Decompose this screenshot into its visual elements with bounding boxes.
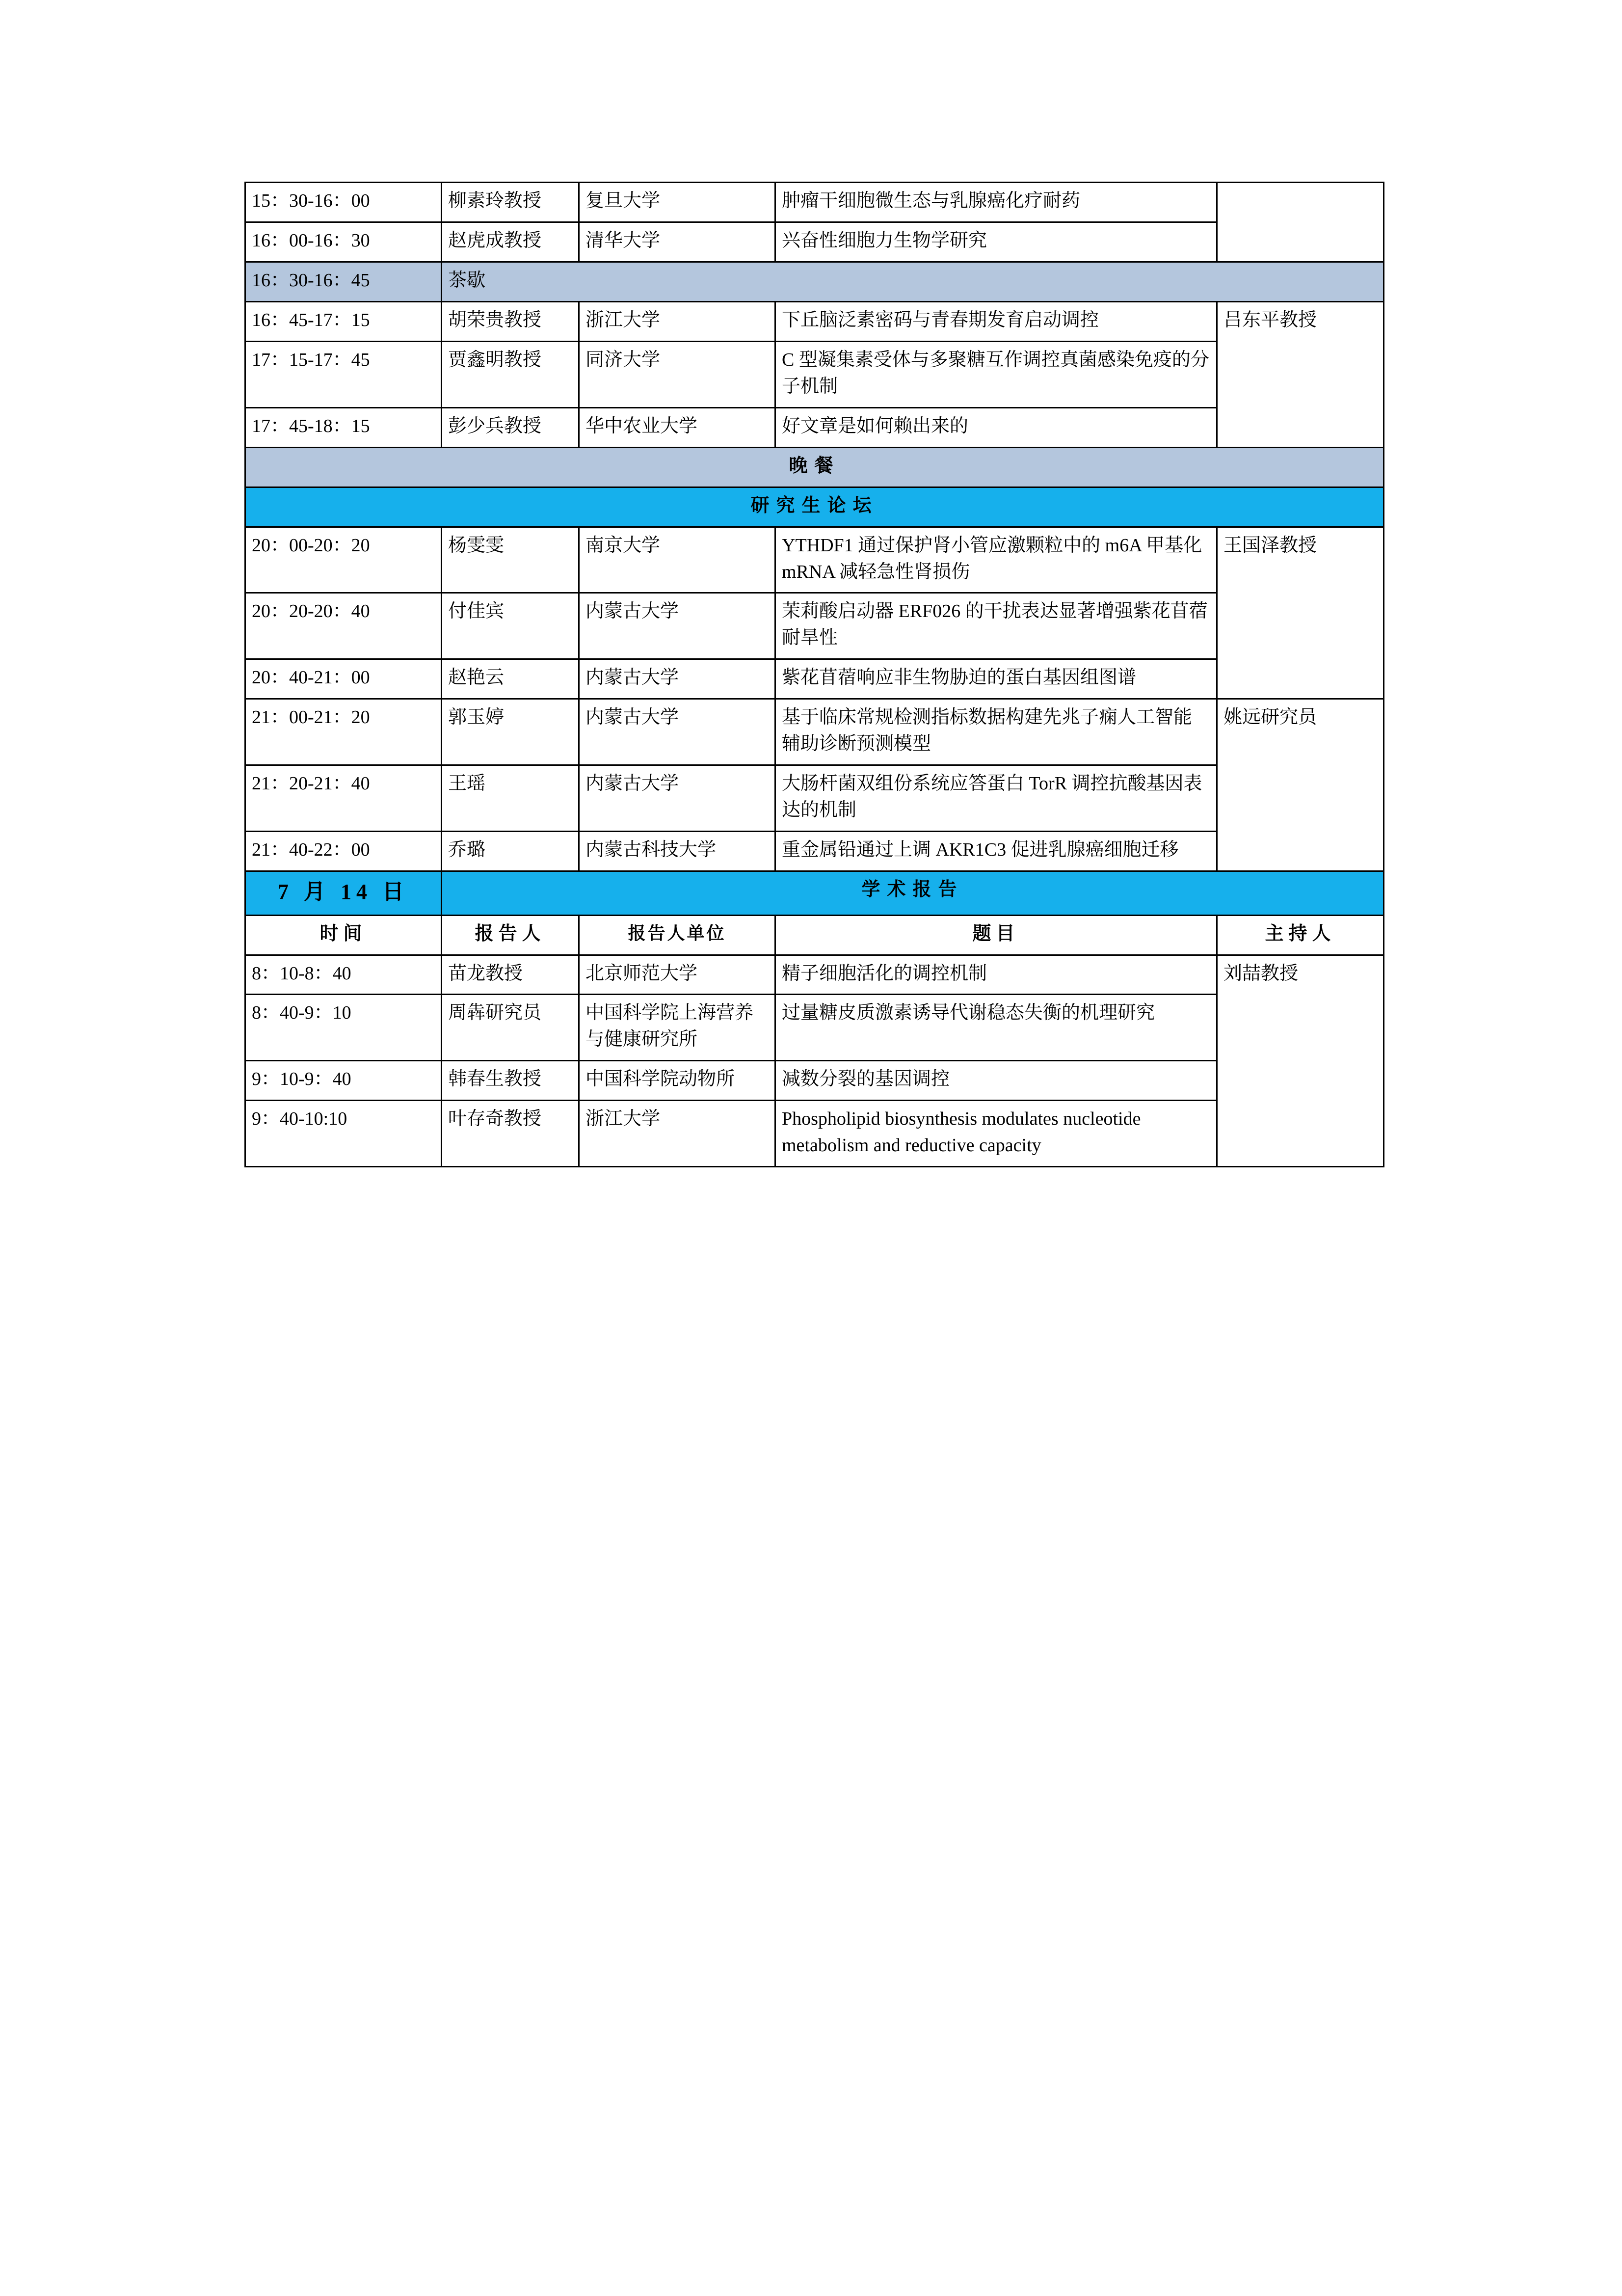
table-row — [245, 593, 1384, 659]
cell-topic: 基于临床常规检测指标数据构建先兆子痫人工智能辅助诊断预测模型 — [775, 699, 1217, 765]
cell-speaker: 贾鑫明教授 — [442, 341, 579, 407]
cell-time: 21：40-22：00 — [245, 832, 442, 871]
cell-affiliation: 北京师范大学 — [579, 955, 775, 995]
cell-host — [1217, 183, 1384, 222]
cell-host — [1217, 222, 1384, 262]
cell-topic: 紫花苜蓿响应非生物胁迫的蛋白基因组图谱 — [775, 659, 1217, 699]
cell-topic: 大肠杆菌双组份系统应答蛋白 TorR 调控抗酸基因表达的机制 — [775, 765, 1217, 832]
cell-host: 吕东平教授 — [1217, 301, 1384, 341]
cell-affiliation: 内蒙古科技大学 — [579, 832, 775, 871]
table-row — [245, 955, 1384, 995]
cell-host: 姚远研究员 — [1217, 699, 1384, 765]
cell-time: 20：20-20：40 — [245, 593, 442, 659]
cell-topic: 茉莉酸启动器 ERF026 的干扰表达显著增强紫花苜蓿耐旱性 — [775, 593, 1217, 659]
cell-affiliation: 内蒙古大学 — [579, 765, 775, 832]
cell-affiliation: 中国科学院动物所 — [579, 1061, 775, 1101]
cell-topic: C 型凝集素受体与多聚糖互作调控真菌感染免疫的分子机制 — [775, 341, 1217, 407]
cell-time: 17：45-18：15 — [245, 407, 442, 447]
cell-host — [1217, 593, 1384, 659]
cell-time: 9：10-9：40 — [245, 1061, 442, 1101]
table-row — [245, 995, 1384, 1061]
table-row — [245, 183, 1384, 222]
cell-time: 9：40-10:10 — [245, 1101, 442, 1167]
dinner-label: 晚餐 — [245, 447, 1384, 487]
cell-speaker: 苗龙教授 — [442, 955, 579, 995]
cell-affiliation: 华中农业大学 — [579, 407, 775, 447]
cell-host: 王国泽教授 — [1217, 527, 1384, 593]
cell-affiliation: 复旦大学 — [579, 183, 775, 222]
cell-topic: YTHDF1 通过保护肾小管应激颗粒中的 m6A 甲基化 mRNA 减轻急性肾损伤 — [775, 527, 1217, 593]
cell-host — [1217, 765, 1384, 832]
tea-break-row — [245, 262, 1384, 301]
cell-host — [1217, 659, 1384, 699]
day2-date-label: 7 月 14 日 — [245, 871, 442, 915]
cell-affiliation: 浙江大学 — [579, 301, 775, 341]
cell-time: 15：30-16：00 — [245, 183, 442, 222]
schedule-table — [244, 182, 1384, 1167]
cell-time: 16：00-16：30 — [245, 222, 442, 262]
cell-speaker: 韩春生教授 — [442, 1061, 579, 1101]
cell-speaker: 杨雯雯 — [442, 527, 579, 593]
cell-time: 16：45-17：15 — [245, 301, 442, 341]
table-row — [245, 699, 1384, 765]
cell-time: 21：00-21：20 — [245, 699, 442, 765]
cell-time: 17：15-17：45 — [245, 341, 442, 407]
graduate-forum-label: 研究生论坛 — [245, 487, 1384, 527]
tea-break-label: 茶歇 — [442, 262, 1384, 301]
table-row — [245, 341, 1384, 407]
cell-topic: 下丘脑泛素密码与青春期发育启动调控 — [775, 301, 1217, 341]
cell-speaker: 赵虎成教授 — [442, 222, 579, 262]
column-header-topic: 题目 — [775, 915, 1217, 955]
cell-affiliation: 清华大学 — [579, 222, 775, 262]
cell-affiliation: 中国科学院上海营养与健康研究所 — [579, 995, 775, 1061]
cell-speaker: 周犇研究员 — [442, 995, 579, 1061]
cell-affiliation: 浙江大学 — [579, 1101, 775, 1167]
table-row — [245, 765, 1384, 832]
table-header-row — [245, 915, 1384, 955]
cell-host: 刘喆教授 — [1217, 955, 1384, 995]
cell-time: 20：40-21：00 — [245, 659, 442, 699]
cell-speaker: 赵艳云 — [442, 659, 579, 699]
cell-topic: 重金属铅通过上调 AKR1C3 促进乳腺癌细胞迁移 — [775, 832, 1217, 871]
cell-topic: 兴奋性细胞力生物学研究 — [775, 222, 1217, 262]
cell-affiliation: 内蒙古大学 — [579, 659, 775, 699]
cell-host — [1217, 995, 1384, 1061]
cell-time: 20：00-20：20 — [245, 527, 442, 593]
cell-host — [1217, 341, 1384, 407]
table-row — [245, 527, 1384, 593]
cell-time: 21：20-21：40 — [245, 765, 442, 832]
cell-speaker: 彭少兵教授 — [442, 407, 579, 447]
graduate-forum-banner-row — [245, 487, 1384, 527]
cell-host — [1217, 407, 1384, 447]
table-row — [245, 1061, 1384, 1101]
cell-affiliation: 内蒙古大学 — [579, 593, 775, 659]
cell-affiliation: 内蒙古大学 — [579, 699, 775, 765]
table-row — [245, 301, 1384, 341]
cell-speaker: 王瑶 — [442, 765, 579, 832]
cell-speaker: 乔璐 — [442, 832, 579, 871]
table-row — [245, 832, 1384, 871]
cell-topic: Phospholipid biosynthesis modulates nucleotide metabolism and reductive capacity — [775, 1101, 1217, 1167]
cell-speaker: 胡荣贵教授 — [442, 301, 579, 341]
table-row — [245, 1101, 1384, 1167]
cell-topic: 减数分裂的基因调控 — [775, 1061, 1217, 1101]
column-header-host: 主持人 — [1217, 915, 1384, 955]
cell-speaker: 叶存奇教授 — [442, 1101, 579, 1167]
cell-affiliation: 南京大学 — [579, 527, 775, 593]
cell-topic: 精子细胞活化的调控机制 — [775, 955, 1217, 995]
day2-banner-row — [245, 871, 1384, 915]
cell-affiliation: 同济大学 — [579, 341, 775, 407]
column-header-affiliation: 报告人单位 — [579, 915, 775, 955]
column-header-time: 时间 — [245, 915, 442, 955]
column-header-speaker: 报告人 — [442, 915, 579, 955]
cell-speaker: 郭玉婷 — [442, 699, 579, 765]
dinner-banner-row — [245, 447, 1384, 487]
table-row — [245, 407, 1384, 447]
cell-topic: 肿瘤干细胞微生态与乳腺癌化疗耐药 — [775, 183, 1217, 222]
cell-topic: 过量糖皮质激素诱导代谢稳态失衡的机理研究 — [775, 995, 1217, 1061]
table-row — [245, 222, 1384, 262]
table-row — [245, 659, 1384, 699]
cell-time: 8：10-8：40 — [245, 955, 442, 995]
cell-host — [1217, 1061, 1384, 1101]
cell-speaker: 柳素玲教授 — [442, 183, 579, 222]
cell-topic: 好文章是如何赖出来的 — [775, 407, 1217, 447]
tea-break-time: 16：30-16：45 — [245, 262, 442, 301]
academic-report-label: 学术报告 — [442, 871, 1384, 915]
cell-time: 8：40-9：10 — [245, 995, 442, 1061]
cell-host — [1217, 1101, 1384, 1167]
cell-speaker: 付佳宾 — [442, 593, 579, 659]
cell-host — [1217, 832, 1384, 871]
